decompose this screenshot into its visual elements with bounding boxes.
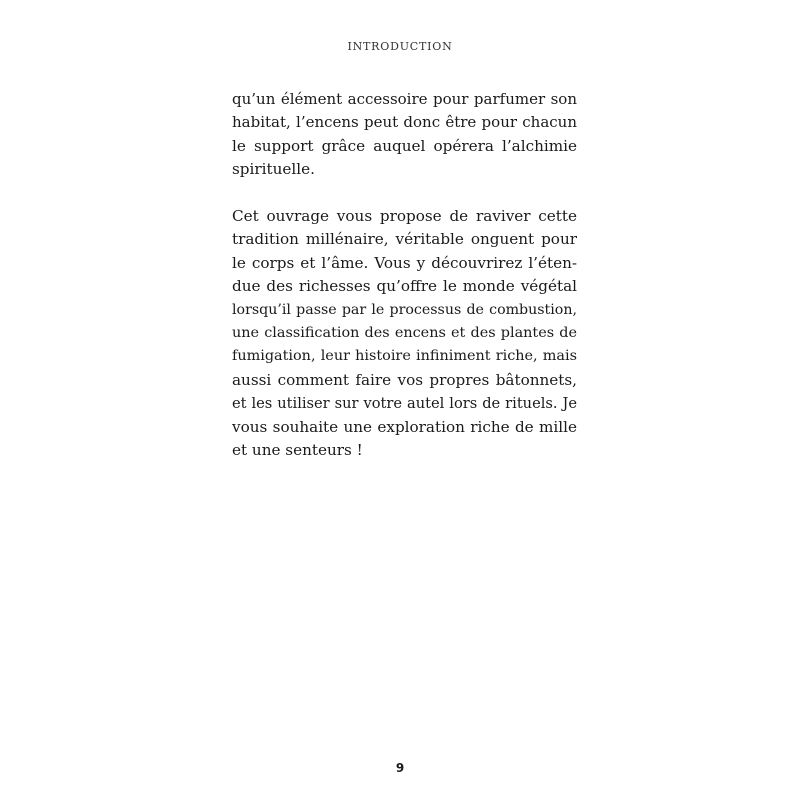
text-line: spirituelle. bbox=[232, 160, 315, 179]
text-line: vous souhaite une exploration riche de mille bbox=[232, 417, 577, 436]
paragraph-spacer bbox=[232, 182, 577, 205]
text-line: tradition millénaire, véritable onguent pour bbox=[232, 230, 577, 249]
text-line: et une senteurs ! bbox=[232, 441, 363, 460]
text-line: fumigation, leur histoire infiniment riche, mais bbox=[232, 348, 577, 365]
page-number: 9 bbox=[395, 761, 405, 775]
text-line: le support grâce auquel opérera l’alchimie bbox=[232, 136, 577, 155]
paragraph-2 bbox=[232, 205, 577, 462]
paragraph-1 bbox=[232, 88, 577, 182]
text-line: le corps et l’âme. Vous y découvrirez l’éten- bbox=[232, 253, 577, 272]
running-header: INTRODUCTION bbox=[347, 40, 453, 53]
text-line: et les utiliser sur votre autel lors de rituels. Je bbox=[232, 395, 577, 413]
text-line: aussi comment faire vos propres bâtonnets, bbox=[232, 370, 577, 389]
text-line: due des richesses qu’offre le monde végétal bbox=[232, 277, 577, 296]
text-line: Cet ouvrage vous propose de raviver cette bbox=[232, 207, 577, 226]
text-line: qu’un élément accessoire pour parfumer son bbox=[232, 90, 577, 108]
text-line: habitat, l’encens peut donc être pour chacun bbox=[232, 113, 577, 132]
text-line: une classification des encens et des plantes de bbox=[232, 325, 577, 342]
text-line: lorsqu’il passe par le processus de combustion, bbox=[232, 301, 577, 318]
body-text bbox=[232, 88, 577, 462]
